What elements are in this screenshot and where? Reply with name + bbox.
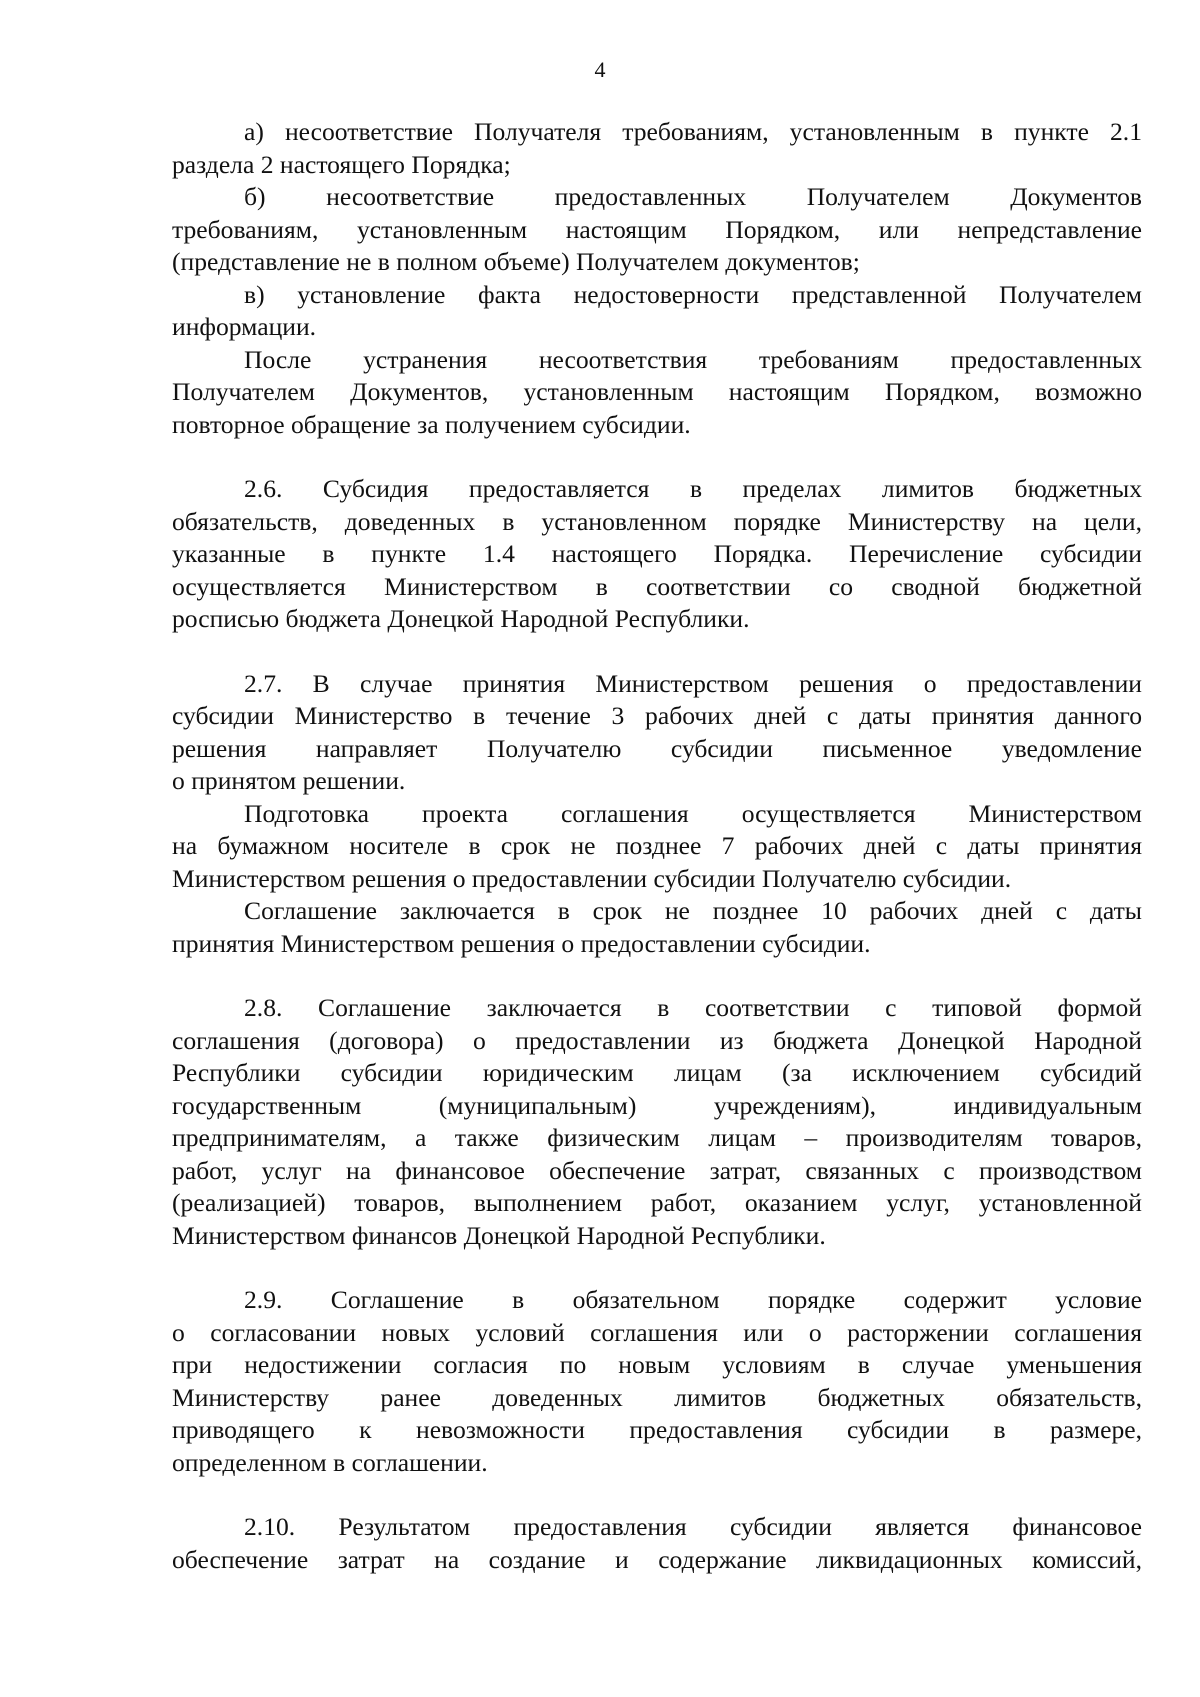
text-line: о согласовании новых условий соглашения или о расторжении соглашения bbox=[172, 1317, 1142, 1347]
paragraph-2-6 bbox=[172, 473, 1142, 636]
text-line: б) несоответствие предоставленных Получателем Документов bbox=[244, 182, 1142, 211]
text-line: обеспечение затрат на создание и содержание ликвидационных комиссий, bbox=[172, 1544, 1142, 1574]
text-line: 2.8. Соглашение заключается в соответствии с типовой формой bbox=[244, 993, 1142, 1022]
text-line: (представление не в полном объеме) Получателем документов; bbox=[172, 247, 860, 276]
text-line: Министерством финансов Донецкой Народной Республики. bbox=[172, 1220, 826, 1250]
text-line: определенном в соглашении. bbox=[172, 1447, 488, 1477]
paragraph-2-7 bbox=[172, 668, 1142, 798]
paragraph-2-8 bbox=[172, 992, 1142, 1252]
paragraph-gap bbox=[172, 1252, 1142, 1284]
text-line: обязательств, доведенных в установленном порядке Министерству на цели, bbox=[172, 506, 1142, 536]
text-line: в) установление факта недостоверности представленной Получателем bbox=[244, 279, 1142, 309]
text-line: Министерством решения о предоставлении субсидии Получателю субсидии. bbox=[172, 863, 1012, 893]
text-line: принятия Министерством решения о предоставлении субсидии. bbox=[172, 928, 871, 958]
text-line: Республики субсидии юридическим лицам (за исключением субсидий bbox=[172, 1058, 1142, 1087]
paragraph-after-correction bbox=[172, 344, 1142, 442]
text-line: решения направляет Получателю субсидии письменное уведомление bbox=[172, 733, 1142, 763]
text-line: После устранения несоответствия требованиям предоставленных bbox=[244, 344, 1142, 374]
paragraph-gap bbox=[172, 960, 1142, 992]
text-line: информации. bbox=[172, 312, 317, 341]
paragraph-item-v bbox=[172, 279, 1142, 344]
paragraph-item-a bbox=[172, 116, 1142, 181]
text-line: предпринимателям, а также физическим лицам – производителям товаров, bbox=[172, 1123, 1142, 1152]
text-line: росписью бюджета Донецкой Народной Республики. bbox=[172, 604, 750, 633]
text-line: государственным (муниципальным) учреждениям), индивидуальным bbox=[172, 1090, 1142, 1120]
paragraph-2-9 bbox=[172, 1284, 1142, 1479]
text-line: 2.9. Соглашение в обязательном порядке содержит условие bbox=[244, 1285, 1142, 1314]
paragraph-2-7-preparation bbox=[172, 798, 1142, 896]
text-line: при недостижении согласия по новым условиям в случае уменьшения bbox=[172, 1350, 1142, 1379]
text-line: Получателем Документов, установленным настоящим Порядком, возможно bbox=[172, 377, 1142, 406]
paragraph-2-10 bbox=[172, 1511, 1142, 1576]
text-line: Соглашение заключается в срок не позднее 10 рабочих дней с даты bbox=[244, 896, 1142, 925]
text-line: 2.7. В случае принятия Министерством решения о предоставлении bbox=[244, 668, 1142, 698]
document-body bbox=[172, 116, 1142, 1576]
text-line: субсидии Министерство в течение 3 рабочих дней с даты принятия данного bbox=[172, 701, 1142, 730]
text-line: раздела 2 настоящего Порядка; bbox=[172, 149, 511, 179]
text-line: о принятом решении. bbox=[172, 766, 406, 795]
paragraph-gap bbox=[172, 441, 1142, 473]
text-line: 2.6. Субсидия предоставляется в пределах лимитов бюджетных bbox=[244, 474, 1142, 503]
text-line: а) несоответствие Получателя требованиям, установленным в пункте 2.1 bbox=[244, 117, 1142, 146]
text-line: на бумажном носителе в срок не позднее 7 рабочих дней с даты принятия bbox=[172, 831, 1142, 860]
text-line: Министерству ранее доведенных лимитов бюджетных обязательств, bbox=[172, 1382, 1142, 1412]
paragraph-gap bbox=[172, 636, 1142, 668]
text-line: Подготовка проекта соглашения осуществляется Министерством bbox=[244, 798, 1142, 828]
text-line: (реализацией) товаров, выполнением работ, оказанием услуг, установленной bbox=[172, 1188, 1142, 1217]
page-number: 4 bbox=[594, 57, 606, 82]
paragraph-gap bbox=[172, 1479, 1142, 1511]
text-line: повторное обращение за получением субсидии. bbox=[172, 409, 691, 439]
text-line: приводящего к невозможности предоставления субсидии в размере, bbox=[172, 1415, 1142, 1444]
text-line: 2.10. Результатом предоставления субсидии является финансовое bbox=[244, 1512, 1142, 1541]
text-line: указанные в пункте 1.4 настоящего Порядка. Перечисление субсидии bbox=[172, 539, 1142, 568]
text-line: осуществляется Министерством в соответствии со сводной бюджетной bbox=[172, 571, 1142, 601]
text-line: требованиям, установленным настоящим Порядком, или непредставление bbox=[172, 214, 1142, 244]
paragraph-item-b bbox=[172, 181, 1142, 279]
text-line: соглашения (договора) о предоставлении из бюджета Донецкой Народной bbox=[172, 1025, 1142, 1055]
text-line: работ, услуг на финансовое обеспечение затрат, связанных с производством bbox=[172, 1155, 1142, 1185]
paragraph-2-7-agreement bbox=[172, 895, 1142, 960]
